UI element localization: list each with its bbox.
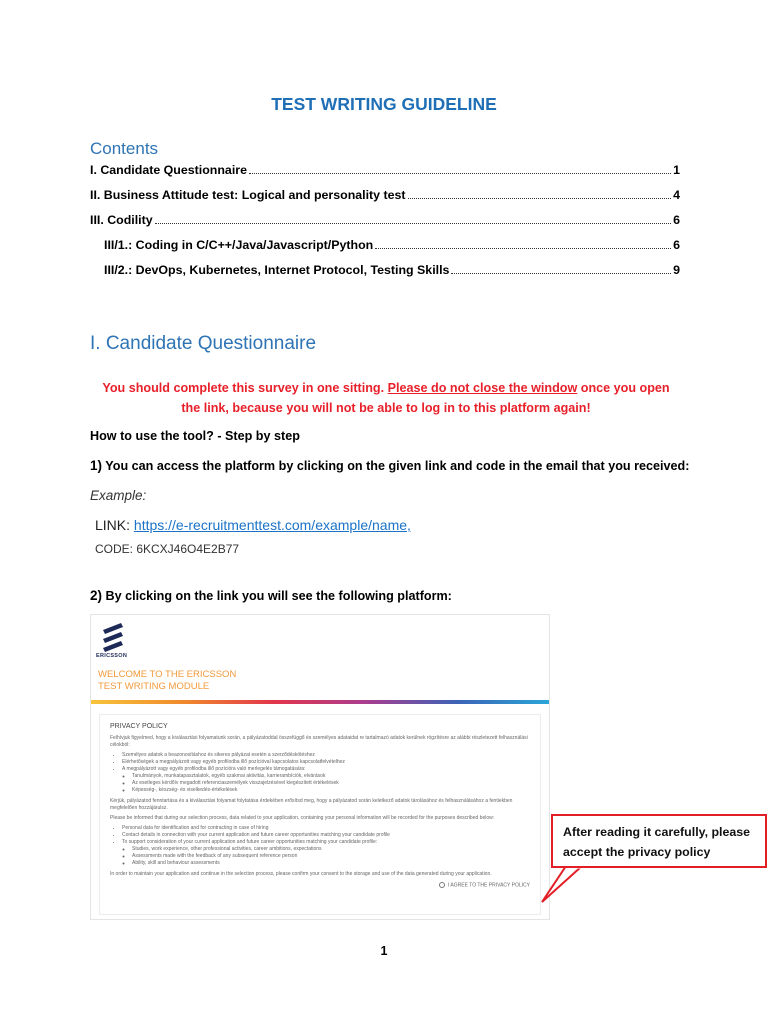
step-1-text: You can access the platform by clicking on the given link and code in the email that you received: <box>102 459 690 473</box>
radio-circle-icon[interactable] <box>439 882 445 888</box>
toc-label: II. Business Attitude test: Logical and personality test <box>90 188 406 202</box>
policy-hu-sublist <box>132 773 530 794</box>
step-1 <box>90 458 730 473</box>
toc-page: 4 <box>673 188 680 202</box>
policy-en-intro: Please be informed that during our selection process, data related to your application, containing your personal information will be recorded for the purposes described below: <box>110 815 495 821</box>
warning-underlined: Please do not close the window <box>387 381 578 395</box>
list-item: • Personal data for identification and for contracting in case of hiring <box>122 825 530 832</box>
step-2 <box>90 588 452 603</box>
toc-leader <box>408 197 672 199</box>
toc-label: III. Codility <box>90 213 153 227</box>
policy-en-outro: In order to maintain your application and continue in the selection process, please confirm your consent to the storage and use of the data generated during your application. <box>110 871 492 877</box>
toc-leader <box>249 172 671 174</box>
link-line <box>95 517 411 533</box>
toc-page: 1 <box>673 163 680 177</box>
ericsson-logo-icon <box>97 621 129 653</box>
agree-label: I AGREE TO THE PRIVACY POLICY <box>447 882 530 889</box>
list-item: ◦ Képesség-, készség- és viselkedés-értékelések <box>132 787 530 794</box>
toc-leader <box>155 222 671 224</box>
list-item: ◦ Ability, skill and behaviour assessments <box>132 860 530 867</box>
step-2-text: By clicking on the link you will see the following platform: <box>102 589 452 603</box>
page-number: 1 <box>380 944 388 958</box>
list-item: • Elérhetőségek a megpályázott vagy egyéb profilodba illő pozícióval kapcsolatos kapcsolatfelvételhez <box>122 759 530 766</box>
toc-leader <box>451 272 671 274</box>
list-item: ◦ Az esetleges kérdőív megadott referenciaszemélyek visszajelzésével kiegészített értékelések <box>132 780 530 787</box>
welcome-line-1: WELCOME TO THE ERICSSON <box>98 669 237 680</box>
list-item-text: A megpályázott vagy egyéb profilodba illő pozícióra való merlegelés támogatására: <box>122 766 306 772</box>
toc-entry[interactable] <box>104 263 680 277</box>
warning-text <box>96 378 676 418</box>
toc-entry[interactable] <box>90 163 680 177</box>
list-item <box>122 766 530 794</box>
toc-leader <box>375 247 671 249</box>
toc-page: 6 <box>673 238 680 252</box>
list-item: • Contact details in connection with your current application and future career opportunities matching your candidate profile <box>122 832 530 839</box>
contents-heading: Contents <box>90 139 159 158</box>
toc-label: III/2.: DevOps, Kubernetes, Internet Protocol, Testing Skills <box>104 263 450 277</box>
policy-en-list <box>122 825 530 867</box>
list-item: • Személyes adatok a beazonosításhoz és sikeres pályázat esetén a szerződéskötéshez <box>122 752 530 759</box>
policy-en-sublist <box>132 846 530 867</box>
list-item-text: To support consideration of your current application and future career opportunities matching your candidate profile: <box>122 839 378 845</box>
toc-page: 9 <box>673 263 680 277</box>
welcome-line-2: TEST WRITING MODULE <box>98 681 210 692</box>
toc-entry[interactable] <box>104 238 680 252</box>
example-link[interactable]: https://e-recruitmenttest.com/example/name, <box>133 517 411 533</box>
toc-page: 6 <box>673 213 680 227</box>
privacy-policy-panel <box>99 714 541 915</box>
welcome-title <box>98 669 236 693</box>
warning-part1: You should complete this survey in one sitting. <box>102 381 388 395</box>
link-label: LINK: <box>95 517 134 533</box>
policy-hu-outro: Kérjük, pályázatod fenntartása és a kiválasztási folyamat folytatása érdekében erősítsd meg, hogy a pályázatod során keletkező adatok tárolásához és felhasználásához a fentiekben megfelelően hozzájárulsz. <box>110 798 513 811</box>
agree-privacy-checkbox[interactable] <box>110 882 530 889</box>
how-to-heading: How to use the tool? - Step by step <box>90 429 300 443</box>
list-item: ◦ Studies, work experience, other professional activities, career ambitions, expectations <box>132 846 530 853</box>
policy-hu-intro: Felhívjuk figyelmed, hogy a kiválasztási folyamatunk során, a pályázatoddal összefüggő és személyes adataidat re tartalmazó adatok kerülnek rögzítésre az alábbi részletezett felhasználási célokból: <box>110 735 528 748</box>
toc-entry[interactable] <box>90 188 680 202</box>
privacy-policy-title: PRIVACY POLICY <box>110 723 168 730</box>
example-label: Example: <box>90 488 147 503</box>
brand-name: ERICSSON <box>96 653 128 659</box>
step-1-number: 1) <box>90 458 103 473</box>
platform-screenshot <box>90 614 550 920</box>
toc-label: III/1.: Coding in C/C++/Java/Javascript/Python <box>104 238 374 252</box>
toc-label: I. Candidate Questionnaire <box>90 163 247 177</box>
callout-note: After reading it carefully, please accept the privacy policy <box>551 814 767 868</box>
section-heading: I. Candidate Questionnaire <box>90 333 317 354</box>
code-line: CODE: 6KCXJ46O4E2B77 <box>95 542 240 556</box>
list-item: ◦ Tanulmányok, munkatapasztalatok, egyéb szakmai aktivitás, karrierambíciók, elvárások <box>132 773 530 780</box>
rainbow-divider <box>91 700 549 704</box>
warning-part3: once you open the link, because you will not be able to log in to this platform again! <box>181 381 670 415</box>
list-item <box>122 839 530 867</box>
list-item: ◦ Assessments made with the feedback of any subsequent reference person <box>132 853 530 860</box>
document-title: TEST WRITING GUIDELINE <box>271 94 497 114</box>
policy-hu-list <box>122 752 530 794</box>
toc-entry[interactable] <box>90 213 680 227</box>
step-2-number: 2) <box>90 588 103 603</box>
